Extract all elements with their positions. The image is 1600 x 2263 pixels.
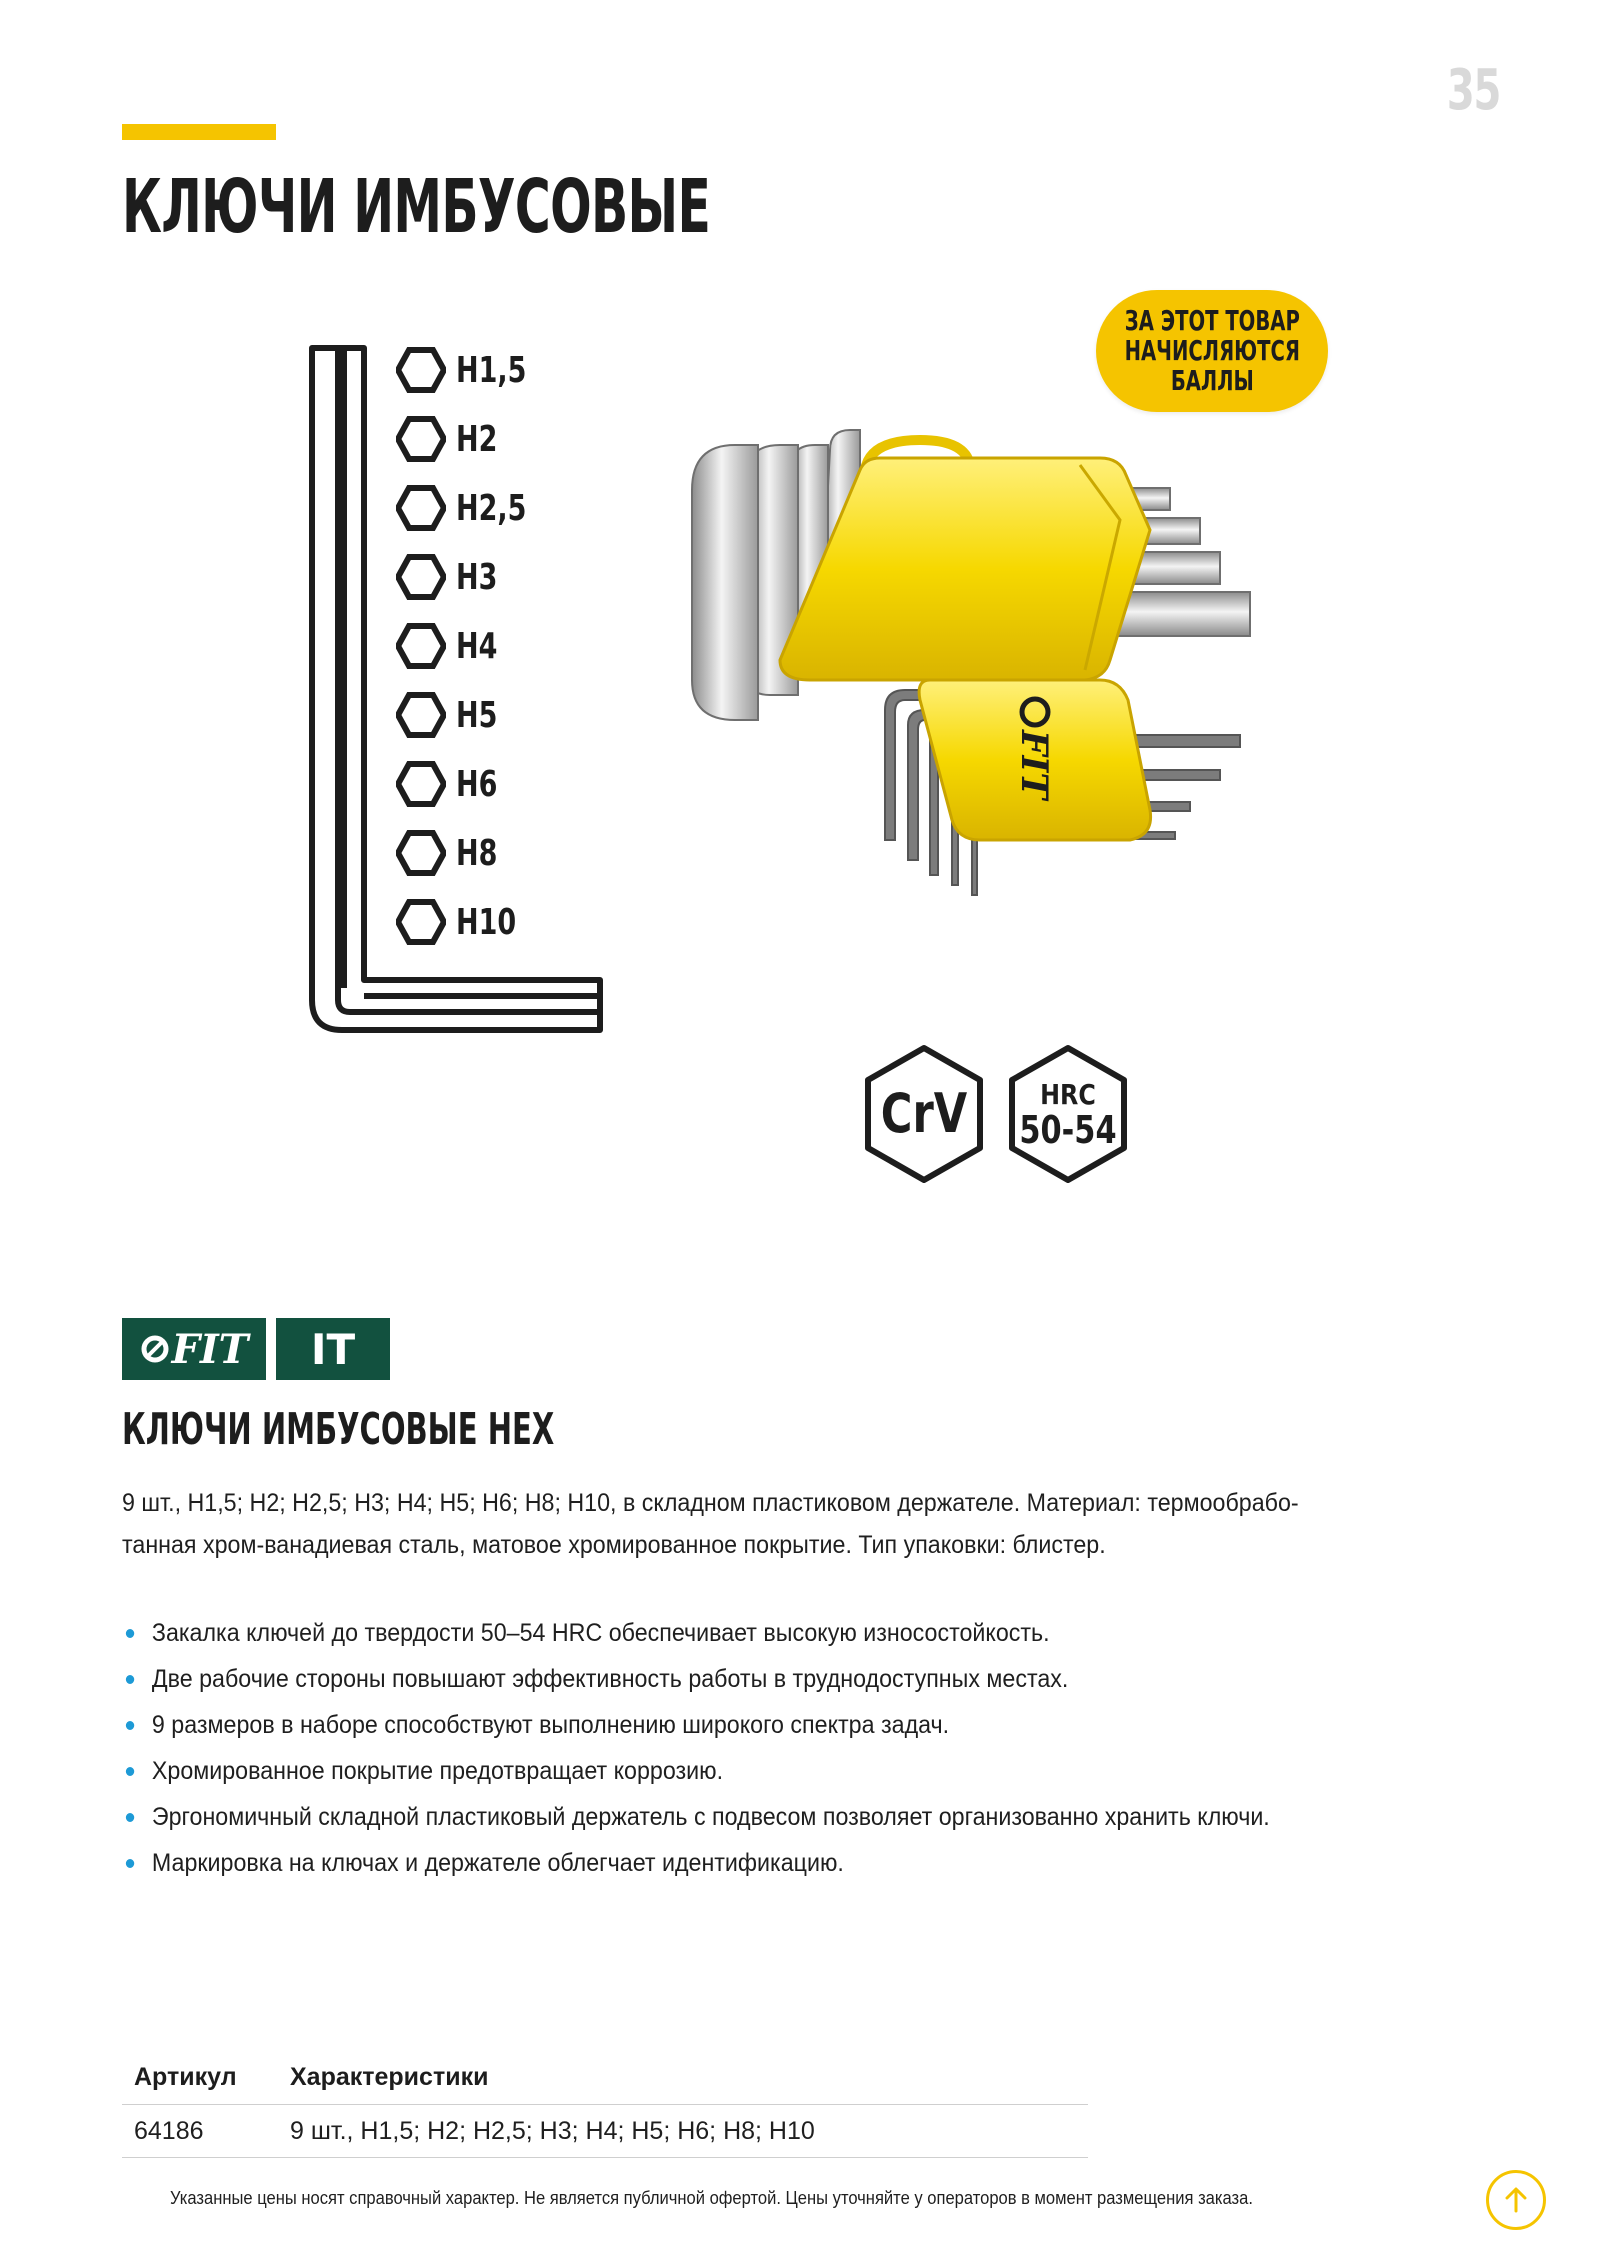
description-line: 9 шт., H1,5; H2; H2,5; H3; H4; H5; H6; H8; H10, в складном пластиковом держателе. Материал: термообрабо- <box>122 1489 1299 1517</box>
feature-item: 9 размеров в наборе способствуют выполнению широкого спектра задач. <box>124 1702 1445 1748</box>
size-label: H5 <box>456 694 498 736</box>
points-badge <box>1096 290 1328 412</box>
size-item <box>396 896 536 948</box>
spec-table <box>122 2050 1088 2158</box>
size-label: H2,5 <box>456 487 527 529</box>
hexagon-icon <box>396 690 446 740</box>
brand-circle-icon <box>140 1334 170 1364</box>
cell-article: 64186 <box>122 2105 278 2158</box>
svg-text:FIT: FIT <box>1013 730 1055 800</box>
description-line: танная хром-ванадиевая сталь, матовое хромированное покрытие. Тип упаковки: блистер. <box>122 1531 1106 1559</box>
size-item <box>396 758 511 810</box>
size-label: H6 <box>456 763 498 805</box>
cell-characteristics: 9 шт., H1,5; H2; H2,5; H3; H4; H5; H6; H8; H10 <box>278 2105 1088 2158</box>
size-label: H3 <box>456 556 498 598</box>
title-accent-bar <box>122 124 276 140</box>
hrc-value: 50-54 <box>1019 1108 1117 1152</box>
size-item <box>396 620 511 672</box>
brand-line-label: IT <box>276 1318 390 1380</box>
size-item <box>396 344 550 396</box>
hardness-badge-hrc <box>1006 1044 1130 1184</box>
hexagon-icon <box>396 621 446 671</box>
footer-disclaimer: Указанные цены носят справочный характер. Не является публичной офертой. Цены уточняйте у операторов в момент размещения заказа. <box>170 2188 1253 2208</box>
crv-label: CrV <box>880 1082 968 1145</box>
size-item <box>396 413 511 465</box>
scroll-to-top-button[interactable] <box>1486 2170 1546 2230</box>
size-label: H2 <box>456 418 498 460</box>
brand-logo-text: FIT <box>171 1325 249 1373</box>
size-label: H4 <box>456 625 498 667</box>
points-badge-text: ЗА ЭТОТ ТОВАР НАЧИСЛЯЮТСЯ БАЛЛЫ <box>1124 304 1300 397</box>
hexagon-icon <box>396 897 446 947</box>
brand-block <box>122 1318 390 1380</box>
hexagon-icon <box>396 414 446 464</box>
size-item <box>396 482 550 534</box>
size-label: H10 <box>456 901 517 943</box>
table-row <box>122 2105 1088 2158</box>
hexagon-icon <box>396 345 446 395</box>
hexagon-icon <box>396 483 446 533</box>
column-header-article: Артикул <box>122 2050 278 2105</box>
size-item <box>396 551 511 603</box>
hexagon-icon <box>396 828 446 878</box>
brand-logo <box>122 1318 266 1380</box>
size-item <box>396 827 511 879</box>
arrow-up-icon <box>1501 2185 1531 2215</box>
product-title: КЛЮЧИ ИМБУСОВЫЕ HEX <box>122 1404 555 1455</box>
feature-item: Хромированное покрытие предотвращает коррозию. <box>124 1748 1445 1794</box>
size-item <box>396 689 511 741</box>
hrc-label: HRC <box>1040 1078 1096 1111</box>
table-header-row <box>122 2050 1088 2105</box>
page-number: 35 <box>1446 58 1500 123</box>
column-header-characteristics: Характеристики <box>278 2050 1088 2105</box>
feature-list <box>124 1610 1544 1886</box>
hexagon-icon <box>396 759 446 809</box>
feature-item: Эргономичный складной пластиковый держатель с подвесом позволяет организованно хранить ключи. <box>124 1794 1445 1840</box>
product-photo-hex-key-set <box>680 340 1320 960</box>
material-badge-crv <box>862 1044 986 1184</box>
product-description <box>122 1482 1424 1566</box>
hexagon-icon <box>396 552 446 602</box>
size-label: H1,5 <box>456 349 527 391</box>
feature-item: Закалка ключей до твердости 50–54 HRC обеспечивает высокую износостойкость. <box>124 1610 1445 1656</box>
page-title: КЛЮЧИ ИМБУСОВЫЕ <box>122 164 711 250</box>
feature-item: Две рабочие стороны повышают эффективность работы в труднодоступных местах. <box>124 1656 1445 1702</box>
size-label: H8 <box>456 832 498 874</box>
feature-item: Маркировка на ключах и держателе облегчает идентификацию. <box>124 1840 1445 1886</box>
